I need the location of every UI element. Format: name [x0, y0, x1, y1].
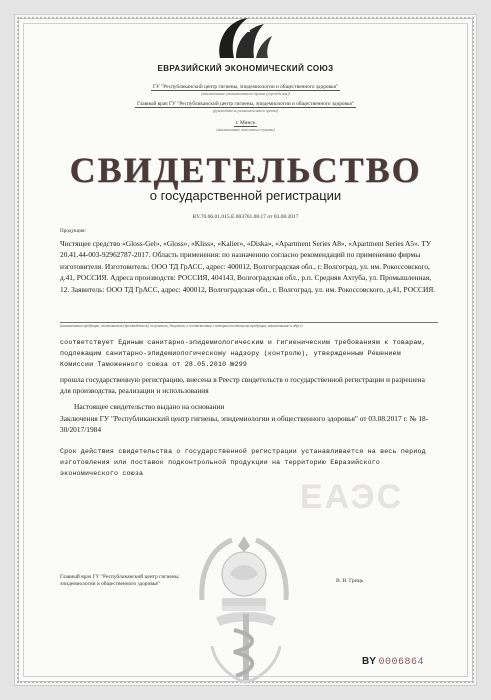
caduceus-icon — [206, 606, 286, 684]
organization-caption: (наименование уполномоченного органа (учреждения)) — [201, 92, 290, 96]
product-description: Чистящее средство «Gloss-Gel», «Gloss», «Kliss», «Kalier», «Diska», «Apartment Series A8», «Apartment Series A5». ТУ 20.41.44-003-92962787-2017. Область применения: по назначению согласно рекомендаций по применению фирмы изготовителя. Изготовитель: ООО ТД ГрАСС, адрес: 400012, Волгоградская обл., г. Волгоград, ул. им. Рокоссовского, д.41, РОССИЯ. Адреса производств: РОССИЯ, 404143, Волгоградская обл., р.п. Средняя Ахтуба, ул. Промышленная, 12. Заявитель: ООО ТД ГрАСС, адрес: 400012, Волгоградская обл., г. Волгоград, ул. им. Рокоссовского, д.41, РОССИЯ. — [60, 239, 436, 294]
divider — [60, 322, 438, 323]
union-name: ЕВРАЗИЙСКИЙ ЭКОНОМИЧЕСКИЙ СОЮЗ — [157, 64, 334, 73]
compliance-statement: соответствует Единым санитарно-эпидемиологическим и гигиеническим требованиям к товарам, подлежащим санитарно-эпидемиологическому надзору (контролю), утвержденным Решением Комиссии Таможенного союза от 28.05.2010 №299 — [60, 339, 426, 368]
product-label: Продукция: — [60, 228, 86, 234]
serial-prefix: BY — [362, 656, 376, 667]
chief-doctor-line: Главный врач ГУ "Республиканский центр гигиены, эпидемиологии и общественного здоровья" — [136, 101, 355, 107]
organization-name: ГУ "Республиканский центр гигиены, эпидемиологии и общественного здоровья" — [152, 84, 339, 90]
certificate-subtitle: о государственной регистрации — [149, 188, 342, 203]
validity-statement: Срок действия свидетельства о государственной регистрации устанавливается на весь период изготовления или поставок подконтрольной продукции на территорию Евразийского экономического союза — [60, 448, 426, 477]
eaeu-watermark: ЕАЭС — [300, 478, 404, 516]
city-caption: (наименование населенного пункта) — [216, 128, 275, 132]
eaeu-emblem-icon — [214, 14, 276, 62]
certificate-title: СВИДЕТЕЛЬСТВО — [69, 150, 422, 190]
signatory-position: Главный врач ГУ "Республиканский центр гигиены, эпидемиологии и общественного здоровья" — [60, 574, 180, 587]
registration-number: BY.70.06.01.015.Е.003761.08.17 от 03.08.2017 — [192, 214, 299, 220]
chief-doctor-caption: (руководитель уполномоченного органа) — [213, 109, 278, 113]
signatory-name: В. В. Гриць — [336, 578, 364, 584]
issued-basis-label: Настоящее свидетельство выдано на основании — [74, 402, 225, 411]
city-name: г. Минск — [235, 120, 256, 126]
product-caption: (наименование продукции, изготовитель (производитель), получатель, документ, в соответствии с которым изготовлена продукция, наименование и адрес) — [60, 324, 303, 328]
serial-number — [362, 656, 424, 668]
serial-digits: 0006864 — [378, 657, 425, 668]
registration-statement: прошла государственную регистрацию, внесена в Реестр свидетельств о государственной регистрации и разрешена для производства, реализации и использования — [60, 375, 425, 395]
issued-basis: Заключения ГУ "Республиканский центр гигиены, эпидемиологии и общественного здоровья" от 03.08.2017 г. № 18-30/2017/1984 — [60, 414, 429, 434]
belarus-emblem-icon — [192, 530, 296, 618]
